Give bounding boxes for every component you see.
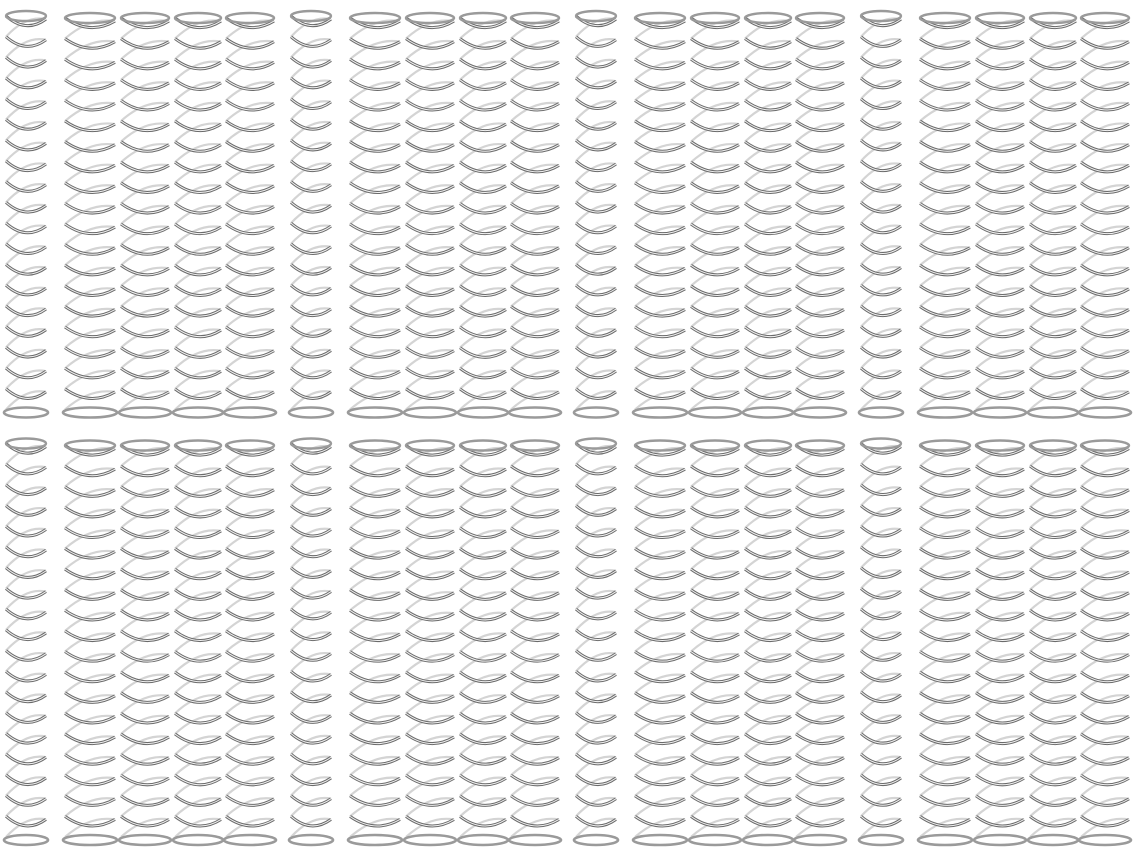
spring-top-end: [861, 11, 901, 21]
spring-top-end: [976, 13, 1024, 23]
spring-top-end: [1030, 441, 1076, 451]
spring-bottom-end: [794, 408, 846, 418]
spring-panel: [574, 11, 846, 418]
spring-bottom-end: [859, 408, 903, 418]
spring-bottom-end: [1028, 408, 1078, 418]
spring-bottom-end: [119, 408, 171, 418]
spring-bottom-end: [509, 408, 561, 418]
spring: [458, 441, 508, 846]
spring-top-end: [460, 13, 506, 23]
spring-top-end: [976, 441, 1024, 451]
spring: [404, 441, 456, 846]
spring-panels: [4, 11, 1131, 845]
spring-bottom-end: [859, 835, 903, 845]
spring: [633, 13, 687, 418]
spring: [794, 441, 846, 846]
spring: [509, 13, 561, 418]
spring-top-end: [460, 441, 506, 451]
spring-top-end: [6, 11, 46, 21]
spring-top-end: [920, 441, 970, 451]
spring-bottom-end: [509, 835, 561, 845]
spring: [918, 441, 972, 846]
spring: [63, 441, 117, 846]
spring-bottom-end: [404, 408, 456, 418]
spring-bottom-end: [743, 408, 793, 418]
spring-top-end: [291, 11, 331, 21]
spring: [574, 439, 618, 846]
spring-bottom-end: [4, 408, 48, 418]
spring-top-end: [65, 441, 115, 451]
spring-top-end: [406, 13, 454, 23]
spring: [404, 13, 456, 418]
spring-bottom-end: [173, 835, 223, 845]
spring: [289, 439, 333, 846]
spring: [743, 13, 793, 418]
spring: [859, 439, 903, 846]
spring-bottom-end: [574, 408, 618, 418]
spring: [4, 439, 48, 846]
spring-panel: [289, 439, 561, 846]
spring-top-end: [226, 441, 274, 451]
spring-bottom-end: [458, 835, 508, 845]
spring-top-end: [175, 441, 221, 451]
spring: [63, 13, 117, 418]
spring-bottom-end: [63, 408, 117, 418]
spring-bottom-end: [794, 835, 846, 845]
spring: [633, 441, 687, 846]
spring: [974, 13, 1026, 418]
spring: [974, 441, 1026, 846]
spring-top-end: [635, 13, 685, 23]
spring-top-end: [121, 13, 169, 23]
spring: [348, 13, 402, 418]
spring: [918, 13, 972, 418]
spring-top-end: [576, 11, 616, 21]
spring: [348, 441, 402, 846]
spring-top-end: [1081, 13, 1129, 23]
spring-bottom-end: [289, 835, 333, 845]
spring-top-end: [576, 439, 616, 449]
spring-bottom-end: [4, 835, 48, 845]
spring-top-end: [861, 439, 901, 449]
spring-panel: [859, 439, 1131, 846]
spring-bottom-end: [574, 835, 618, 845]
spring-top-end: [291, 439, 331, 449]
spring-top-end: [121, 441, 169, 451]
spring: [4, 11, 48, 418]
spring-bottom-end: [404, 835, 456, 845]
spring: [859, 11, 903, 418]
spring-bottom-end: [974, 408, 1026, 418]
spring-bottom-end: [224, 835, 276, 845]
spring: [1028, 441, 1078, 846]
spring-top-end: [796, 13, 844, 23]
spring-panel: [4, 11, 276, 418]
spring-bottom-end: [224, 408, 276, 418]
spring-bottom-end: [633, 835, 687, 845]
spring-top-end: [350, 13, 400, 23]
spring-bottom-end: [918, 408, 972, 418]
spring: [224, 13, 276, 418]
spring-bottom-end: [689, 835, 741, 845]
spring-top-end: [920, 13, 970, 23]
spring-bottom-end: [1028, 835, 1078, 845]
spring-top-end: [65, 13, 115, 23]
spring-top-end: [1081, 441, 1129, 451]
spring-top-end: [691, 13, 739, 23]
spring-top-end: [175, 13, 221, 23]
spring-bottom-end: [633, 408, 687, 418]
spring-top-end: [511, 441, 559, 451]
spring-top-end: [796, 441, 844, 451]
spring-top-end: [511, 13, 559, 23]
spring-top-end: [691, 441, 739, 451]
spring: [1079, 441, 1131, 846]
spring: [1028, 13, 1078, 418]
spring: [574, 11, 618, 418]
spring-top-end: [226, 13, 274, 23]
spring: [119, 441, 171, 846]
spring-bottom-end: [348, 835, 402, 845]
spring-bottom-end: [1079, 835, 1131, 845]
spring-bottom-end: [289, 408, 333, 418]
spring: [458, 13, 508, 418]
spring: [689, 441, 741, 846]
spring-bottom-end: [63, 835, 117, 845]
spring: [794, 13, 846, 418]
spring: [743, 441, 793, 846]
spring: [173, 441, 223, 846]
spring-panel: [289, 11, 561, 418]
spring: [119, 13, 171, 418]
spring: [173, 13, 223, 418]
spring-bottom-end: [458, 408, 508, 418]
spring-top-end: [1030, 13, 1076, 23]
spring: [689, 13, 741, 418]
spring-top-end: [635, 441, 685, 451]
spring: [1079, 13, 1131, 418]
spring-panel: [4, 439, 276, 846]
spring: [509, 441, 561, 846]
spring-bottom-end: [974, 835, 1026, 845]
spring-panel: [859, 11, 1131, 418]
spring-bottom-end: [743, 835, 793, 845]
spring-top-end: [350, 441, 400, 451]
spring-bottom-end: [1079, 408, 1131, 418]
spring-bottom-end: [918, 835, 972, 845]
spring-top-end: [745, 13, 791, 23]
spring-bottom-end: [173, 408, 223, 418]
spring-panel: [574, 439, 846, 846]
spring-top-end: [6, 439, 46, 449]
spring: [289, 11, 333, 418]
spring-bottom-end: [119, 835, 171, 845]
spring-bottom-end: [348, 408, 402, 418]
spring-top-end: [745, 441, 791, 451]
spring-bottom-end: [689, 408, 741, 418]
spring: [224, 441, 276, 846]
spring-top-end: [406, 441, 454, 451]
